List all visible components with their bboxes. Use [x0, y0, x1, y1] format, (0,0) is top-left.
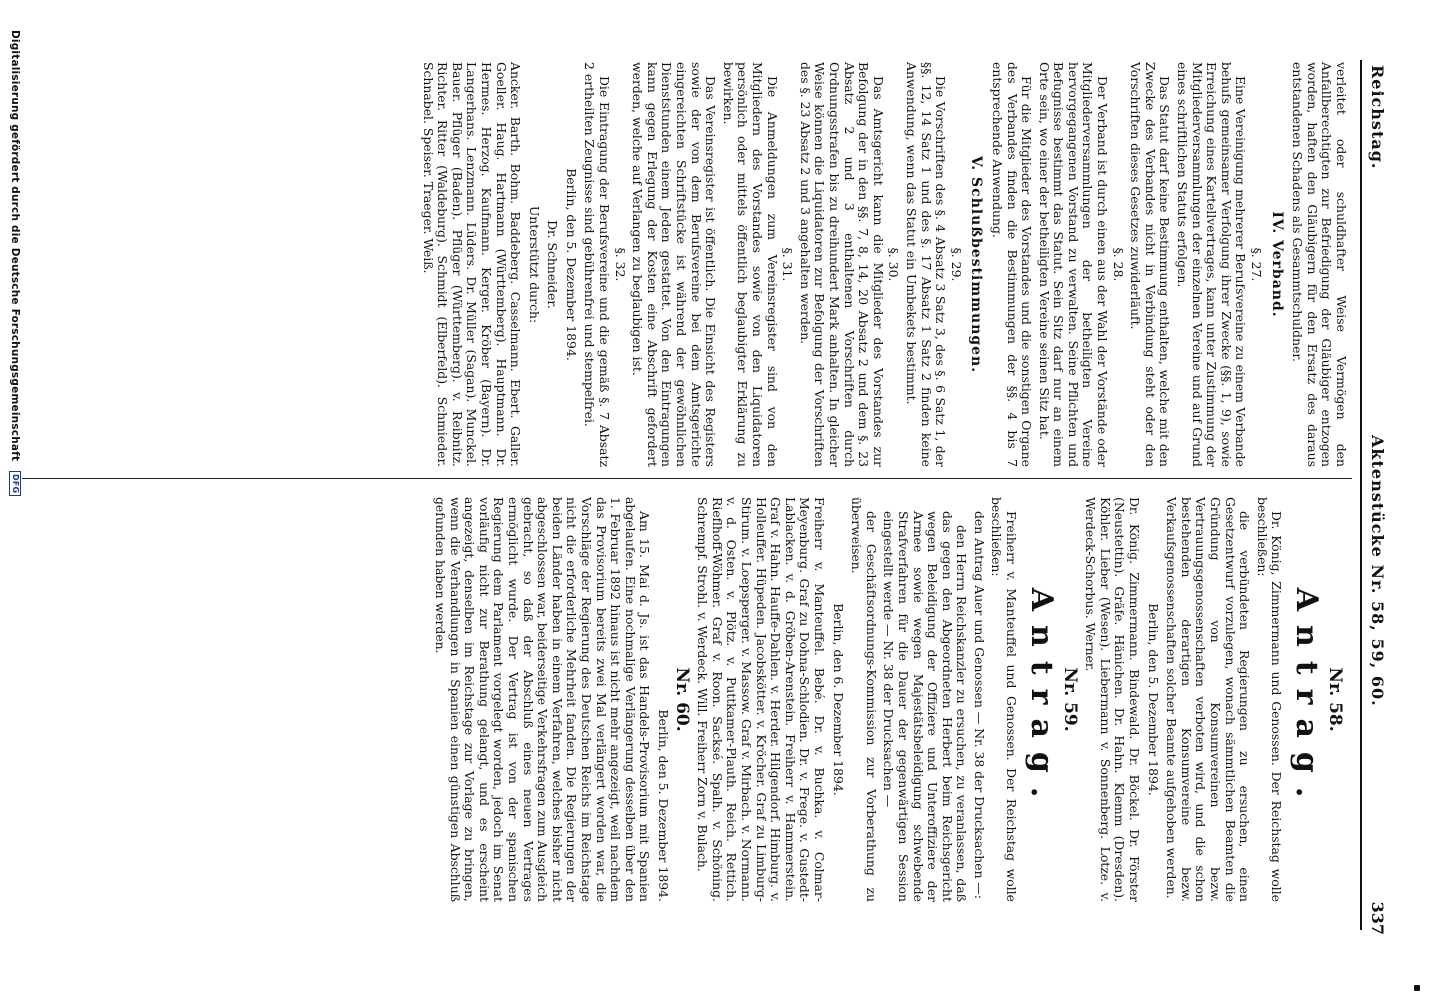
- dfg-logo-icon: DFG: [9, 471, 21, 496]
- page-header: [1365, 55, 1387, 935]
- paragraph: der Geschäftsordnungs-Kommission zur Vorberathung zu überweisen.: [849, 497, 879, 902]
- paragraph: den Antrag Auer und Genossen — Nr. 38 der Drucksachen —:: [971, 511, 987, 900]
- section-heading: V. Schlußbestimmungen.: [968, 155, 985, 374]
- date-line: Berlin, den 6. Dezember 1894.: [830, 603, 846, 796]
- paragraph: Der Verband ist durch einen aus der Wahl der Vorstände oder Mitgliederversammlungen der betheiligten Vereine hervorgegangenen Vorstand zu verwalten. Seine Pflichten und Befugnisse bestimmt das Statut. Sein Sitz darf nur an einem Orte sein, wo einer der betheiligten Vereine seinen Sitz hat.: [1036, 62, 1111, 467]
- date-line: Berlin, den 5. Dezember 1894.: [1145, 603, 1161, 796]
- left-column: [416, 62, 1348, 467]
- paragraph-number: §. 29.: [948, 247, 964, 282]
- header-left: Reichstag.: [1368, 65, 1387, 170]
- paragraph: Freiherr v. Manteuffel und Genossen. Der Reichstag wolle beschließen:: [989, 497, 1020, 902]
- paragraph-number: §. 31.: [780, 247, 796, 282]
- paragraph: den Herrn Reichskanzler zu ersuchen, zu veranlassen, daß das gegen den Abgeordneten Herbert beim Reichsgericht wegen Beleidigung der Offiziere und Unteroffiziere der Armee sowie wegen Majestätsbeleidigung schwebende Strafverfahren für die Dauer der gegenwärtigen Session eingestellt werde — Nr. 38 der Drucksachen —: [881, 511, 970, 902]
- signatory-names: Freiherr v. Manteuffel. Bebé. Dr. v. Buchka. v. Colmar-Meyenburg. Graf zu Dohna-Schlodien. Dr. v. Frege. v. Gustedt-Lablacken. v. d. Gröben-Arenstein. Freiherr v. Hammerstein. Graf v. Hahn. Hauffe-Dahlen. v. Herder. Hilgendorf. Himburg. v. Holleuffer. Hüpeden. Jacobskötter. v. Kröcher. Graf zu Limburg-Stirum. v. Loepsperger. v. Massow. Graf v. Mirbach. v. Normann. v. d. Osten. v. Plötz. v. Puttkamer-Plauth. Reich. Rettich. Rieflhoff-Wöhmer. Graf v. Roon. Sacksé. Spalh. v. Schöning. Schrempf. Strohl. v. Werdeck. Will. Freiherr Zorn v. Bulach.: [695, 497, 827, 902]
- paragraph: Eine Vereinigung mehrerer Berufsvereine zu einem Verbande behufs gemeinsamer Verfolgung ihrer Zwecke (§§. 1, 9), sowie Erreichung eines Kartellvertrages, kann unter Zustimmung der Mitgliederversammlungen der einzelnen Vereine und auf Grund eines schriftlichen Statuts erfolgen.: [1175, 62, 1249, 467]
- support-line: Unterstützt durch:: [526, 205, 542, 324]
- motion-title: Antrag.: [1289, 587, 1325, 812]
- paragraph: Die Vorschriften des §. 4 Absatz 3 Satz 3, des §. 6 Satz 1, der §§. 12, 14 Satz 1 und des §. 17 Absatz 1 Satz 2 finden keine Anwendung, wenn das Statut ein Umbekets bestimmt.: [903, 62, 949, 467]
- signatory-names: Dr. König. Zimmermann. Bindewald. Dr. Böckel. Dr. Förster (Neustettin). Gräfe. Hänichen. Dr. Hahn. Klemm (Dresden). Köhler. Lieber (Wesen). Liebermann v. Sonnenberg. Lotze. v. Werdeck-Schorbus. Werner.: [1083, 497, 1143, 902]
- signatory-names: Ancker. Barth. Bohm. Baddeberg. Casselmann. Ebert. Galler. Goeller. Haug. Hartmann (Württemberg). Hauptmann. Dr. Hermes. Herzog. Kaufmann. Kerger. Kröber (Bayern). Dr. Langerhans. Lenzmann. Lüders. Dr. Müller (Sagan). Munckel. Bauer. Pflüger (Baden). Pflüger (Württemberg). v. Reibnitz. Richter. Ritter (Waldeburg). Schmidt (Elberfeld). Schmieder. Schnabel. Speiser. Traeger. Weiß.: [420, 62, 524, 467]
- header-title: Aktenstücke Nr. 58, 59, 60.: [1368, 435, 1387, 707]
- paragraph-number: §. 30.: [886, 247, 902, 282]
- document-number: Nr. 60.: [671, 667, 692, 732]
- paragraph: Die Eintragung der Berufsvereine und die gemäß §. 7 Absatz 2 ertheilten Zeugnisse sind gebührenfrei und stempelfrei.: [582, 62, 613, 467]
- paragraph: Für die Mitglieder des Vorstandes und die sonstigen Organe des Verbandes finden die Bestimmungen der §§. 4 bis 7 entsprechende Anwendung.: [989, 62, 1035, 467]
- right-column: [430, 497, 1348, 902]
- section-heading: IV. Verband.: [1268, 211, 1285, 318]
- footer-text: Digitalisierung gefördert durch die Deutsche Forschungsgemeinschaft: [9, 30, 21, 462]
- page-number: 337: [1368, 901, 1387, 935]
- paragraph: verleitet oder schuldhafter Weise Vermögen den Anfallberechtigten zur Befriedigung der Gläubiger entzogen worden, haften den Gläubigern für den Ersatz des daraus entstandenen Schadens als Gesammtschuldner.: [1290, 62, 1349, 467]
- paragraph: Dr. König, Zimmermann und Genossen. Der Reichstag wolle beschließen:: [1254, 497, 1285, 902]
- document-number: Nr. 58.: [1325, 667, 1345, 732]
- paragraph: die verbündeten Regierungen zu ersuchen, einen Gesetzentwurf vorzulegen, wonach sämmtlichen Beamten die Gründung von Konsumvereinen bezw. Vertrauungsgenossenschaften verboten wird, und die schon bestehenden derartigen Konsumvereine bezw. Verkaufsgenossenschaften solcher Beamte aufgehoben werden.: [1164, 497, 1253, 902]
- paragraph-number: §. 32.: [612, 247, 628, 282]
- paragraph: Das Amtsgericht kann die Mitglieder des Vorstandes zur Befolgung der in den §§. 7, 8, 14, 20 Absatz 2 und dem §. 23 Absatz 2 und 3 enthaltenen Vorschriften durch Ordnungsstrafen bis zu dreihundert Mark anhalten. In gleicher Weise können die Liquidatoren zur Befolgung der Vorschriften des §. 23 Absatz 2 und 3 angehalten werden.: [797, 62, 886, 467]
- scan-mark: [1414, 985, 1420, 991]
- header-rule: [1360, 60, 1362, 930]
- column-divider: [22, 478, 1352, 479]
- document-number: Nr. 59.: [1059, 667, 1080, 732]
- paragraph: Das Vereinsregister ist öffentlich. Die Einsicht des Registers sowie der von dem Berufsvereine bei dem Amtsgerichte eingereichten Schriftstücke ist während der gewöhnlichen Dienststunden einem Jeden gestattet. Von den Eintragungen kann gegen Erlegung der Kosten eine Abschrift gefordert werden, welche auf Verlangen zu beglaubigen ist.: [630, 62, 719, 467]
- paragraph-number: §. 28.: [1110, 247, 1126, 282]
- paragraph: Am 15. Mai d. Js. ist das Handels-Provisorium mit Spanien abgelaufen. Eine nochmalige Verlängerung desselben über den 1. Februar 1892 hinaus ist nicht mehr angezeigt, weil nachdem das Provisorium bereits zwei Mal verlängert worden war, die Vorschläge der Regierung des Deutschen Reichs im Reichstage nicht die erforderliche Mehrheit fanden. Die Regierungen der beiden Länder haben in einem Verfahren, welches bisher nicht abgeschlossen war, beiderseitige Verkehrsfragen zum Ausgleich gebracht, so daß der Abschluß eines neuen Vertrages ermöglicht wurde. Der Vertrag ist von der spanischen Regierung dem Parlament vorgelegt worden, jedoch im Senat vorläufig nicht zur Berathung gelangt, und es erscheint angezeigt, denselben im Reichstage zur Vorlage zu bringen, wenn die Verhandlungen in Spanien einen günstigen Abschluß gefunden haben werden.: [433, 497, 653, 902]
- paragraph: Das Statut darf keine Bestimmung enthalten, welche mit den Zwecke des Verbandes nicht in Verbindung steht oder den Vorschriften dieses Gesetzes zuwiderläuft.: [1128, 62, 1173, 467]
- paragraph-number: §. 27.: [1249, 247, 1265, 282]
- date-line: Berlin, den 5. Dezember 1894.: [563, 168, 579, 361]
- digitization-footer: [7, 30, 21, 930]
- signer: Dr. Schneider.: [545, 220, 561, 309]
- date-line: Berlin, den 5. Dezember 1894.: [656, 709, 672, 902]
- paragraph: Die Anmeldungen zum Vereinsregister sind von den Mitgliedern des Vorstandes sowie von den Liquidatoren persönlich oder mittels öffentlich beglaubigter Erklärung zu bewirken.: [720, 62, 780, 467]
- motion-title: Antrag.: [1024, 587, 1060, 812]
